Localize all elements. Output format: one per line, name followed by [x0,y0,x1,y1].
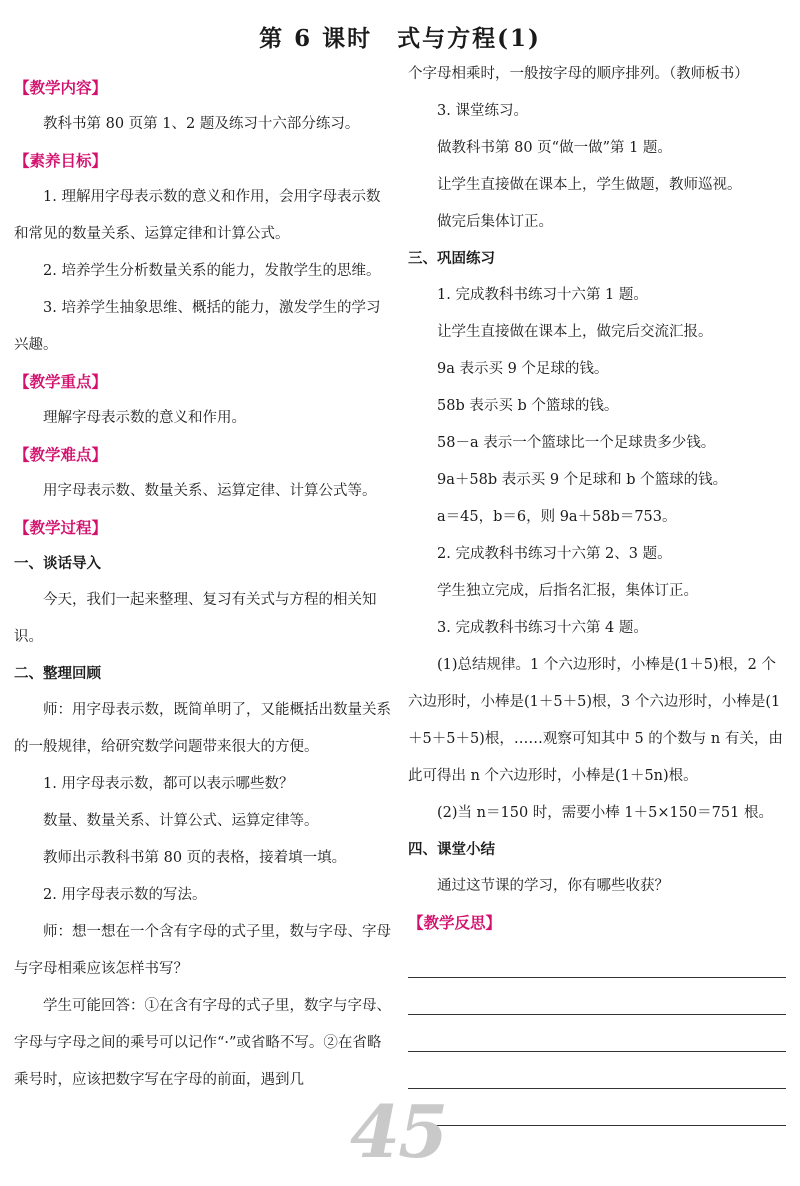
writing-line [408,1014,786,1015]
paragraph: 58－a 表示一个篮球比一个足球贵多少钱。 [437,435,716,451]
heading-practice: 三、巩固练习 [408,251,495,267]
paragraph: 3. 培养学生抽象思维、概括的能力，激发学生的学习兴趣。 [14,300,381,353]
paragraph: 教师出示教科书第 80 页的表格，接着填一填。 [43,850,347,866]
paragraph: (1)总结规律。1 个六边形时，小棒是(1＋5)根，2 个六边形时，小棒是(1＋5＋5)根，3 个六边形时，小棒是(1＋5＋5＋5)根，……观察可知其中 5 的个数与 n 有关，由此可得出 n 个六边形时，小棒是(1＋5n)根。 [408,657,783,784]
page-title: 第 6 课时 式与方程(1) [259,25,541,52]
paragraph: 数量、数量关系、计算公式、运算定律等。 [43,813,319,829]
paragraph: 2. 完成教科书练习十六第 2、3 题。 [437,546,672,562]
section-tag-goals: 【素养目标】 [14,152,108,170]
paragraph: 2. 培养学生分析数量关系的能力，发散学生的思维。 [43,263,381,279]
paragraph: 1. 完成教科书练习十六第 1 题。 [437,287,648,303]
paragraph: 让学生直接做在课本上，做完后交流汇报。 [437,324,713,340]
paragraph: 教科书第 80 页第 1、2 题及练习十六部分练习。 [43,116,360,132]
paragraph: 今天，我们一起来整理、复习有关式与方程的相关知识。 [14,592,377,645]
right-column [408,66,786,1126]
heading-review: 二、整理回顾 [14,666,101,682]
page-number: 45 [350,1089,447,1174]
writing-line [408,977,786,978]
paragraph: 让学生直接做在课本上，学生做题，教师巡视。 [437,177,742,193]
writing-line [408,1125,786,1126]
paragraph: 3. 完成教科书练习十六第 4 题。 [437,620,648,636]
paragraph: 9a＋58b 表示买 9 个足球和 b 个篮球的钱。 [437,472,728,488]
paragraph: 师：想一想在一个含有字母的式子里，数与字母、字母与字母相乘应该怎样书写？ [14,924,391,977]
paragraph: 1. 理解用字母表示数的意义和作用，会用字母表示数和常见的数量关系、运算定律和计算公式。 [14,189,381,242]
paragraph: a＝45，b＝6，则 9a＋58b＝753。 [437,509,677,525]
section-tag-process: 【教学过程】 [14,519,108,537]
paragraph: 2. 用字母表示数的写法。 [43,887,207,903]
section-tag-reflection: 【教学反思】 [408,914,502,932]
section-tag-content: 【教学内容】 [14,79,108,97]
paragraph: 58b 表示买 b 个篮球的钱。 [437,398,619,414]
writing-line [408,1088,786,1089]
paragraph: (2)当 n＝150 时，需要小棒 1＋5×150＝751 根。 [437,805,773,821]
paragraph: 师：用字母表示数，既简单明了，又能概括出数量关系的一般规律，给研究数学问题带来很大的方便。 [14,702,391,755]
paragraph: 做完后集体订正。 [437,214,553,230]
paragraph: 1. 用字母表示数，都可以表示哪些数？ [43,776,294,792]
writing-line [408,1051,786,1052]
left-column [14,70,392,1099]
heading-intro: 一、谈话导入 [14,556,101,572]
paragraph: 学生可能回答：①在含有字母的式子里，数字与字母、字母与字母之间的乘号可以记作“·”或省略不写。②在省略乘号时，应该把数字写在字母的前面，遇到几 [14,998,391,1088]
paragraph: 通过这节课的学习，你有哪些收获？ [437,878,669,894]
paragraph: 9a 表示买 9 个足球的钱。 [437,361,609,377]
paragraph: 用字母表示数、数量关系、运算定律、计算公式等。 [43,483,377,499]
paragraph: 3. 课堂练习。 [437,103,528,119]
paragraph: 学生独立完成，后指名汇报，集体订正。 [437,583,698,599]
paragraph: 个字母相乘时，一般按字母的顺序排列。（教师板书） [408,66,749,82]
paragraph: 理解字母表示数的意义和作用。 [43,410,246,426]
heading-summary: 四、课堂小结 [408,842,495,858]
paragraph: 做教科书第 80 页“做一做”第 1 题。 [437,140,672,156]
section-tag-difficulties: 【教学难点】 [14,446,108,464]
section-tag-key-points: 【教学重点】 [14,373,108,391]
